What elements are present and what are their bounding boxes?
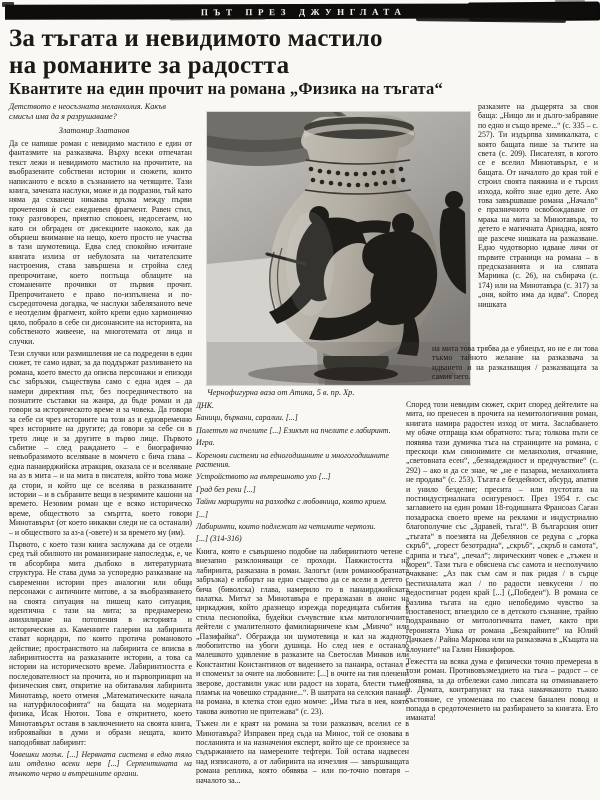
quoted-list-line: [...] (314-316) [196,534,242,544]
quoted-list-line: Полетът на пчелите [...] Езикът на пчелите е лабиринт. [196,425,391,435]
section-banner-label: ПЪТ ПРЕЗ ДЖУНГЛАТА [200,6,407,17]
quoted-list-line: Баници, бъркани, саралии. [...] [196,413,298,423]
vase-illustration [207,112,470,385]
article-title-line1: За тъгата и невидимото мастило [9,25,383,52]
column-right-bottom [406,400,598,797]
paragraph: Книга, която е съвършено подобие на лабиринтното четене с внезапно разклоняващи се проходи. Паяжистостта на лабиринта, разказана в роман. Залогът (или романообразната забръзка) е изборът на едно същество да се всели в детето с бича (биволска) глава, намерило го в панаирджийската палатка. Митът за Минотавъра е преразказан в анонс на циркаджия, който дразнещо изрежда поредицата събития в стила песнопойка, будейки съчувствие към митологичните дейтели с умалителното фамилиарничене към „Минчо“ или „Пазифайка“. Обгражда ни шумотевица и кал на жадното любопитство на убоги душица. Но след нея е останало малешкото удивление в разказите на Светослав Минков или Константин Константинов от видението за панаира, останал е и споменът за очите на любовните: [...] в очите на тия пленени зверове, доставили ужас или радост на хората, блести тъмен пламък на човешко страдание...“. В шатрата на селския панаир на романа, в клетка стои едно момче: „Има тъга в нея, която такова животно не притежава“ (с. 23). [196,546,409,716]
column-middle [196,401,409,797]
column-right-wrap [432,344,598,399]
paragraph: Да се напише роман с невидимо мастило е един от фантазмите на разказвача. Върху всеки отпечатан текст лежи и невидимото мастило на прочитите, на въобразените собствени истории и сюжети, които написаното е всяло в съзнанието на четящите. Тази книга, зачената наслуки, може и да подразни, тъй като няма да схванеш никаква връзка между първи прочетения ѝ със ежедневен фрагмент. Равен стил, току разговорен, приятно спокоен, недосегаем, но като си обграден от дисекциите наоколо, как да обърнеш внимание на нещо, което просто не участва в тази шумотевица. Едва след спокойно изчитане книгата излиза от небулозата на читателските настроения, става завършена и стройна след препрочитане, което поглъща облаците на стоманените прочивки от първия прочит. Препрочитането е право по-изпълнена и по-съсредоточена догадка, че наслуки забелязаното вече е неотделим фрагмент, който крепи едно хармонично цяло, побрало в себе си дисонансите на историята, на собственото живеене, на многотемата от лица и случки. [9,139,192,346]
paragraph: Първото, с което тази книга заслужава да се отдели сред тъй обилното ни романизиране напоследък, е, че тя абсорбира мита дълбоко в литературната структура. Не става дума за успоредно разказване на съвременни истории през аналогии или общи персонажи с античните митове, а за въобразяването на своята ситуация на пишещ като ситуация, идентична с тази на мита; за преднамерено анихилиране на потопения в историята и историческия аз. Каменните галерии на лабиринта стават коридори, по които протича романовото действие; пространството на лабиринта се вписва в лабиринтността на разказаните истории, а това са истории на историческото време. Лабиринтността е последователност на прочита, но и първопринцип на физическия свят, откритие на обитавалия лабиринта Минотавър, което отменя „Математическите начала на натурфилософията“ на бащата на модерната физика, Исак Нютон. Това е откритието, което Минотавърът оставя в заключението на своята книга, изброявайки в думи и образи нещата, които наподобяват лабиринт: [9,540,192,747]
column-left [9,139,192,795]
article-title [9,26,569,79]
photo-caption: Чернофигурна ваза от Атика, 5 в. пр. Хр. [207,388,355,397]
quoted-list-line: Устройството на вътрешното ухо [...] [196,472,331,482]
epigraph-text: Детството е неосъзната меланхолия. Какъв смисъл има да я разрушаваме? [9,102,166,122]
paragraph: Тежестта на всяка дума е физически точно премерена в този роман. Противовъзмездието на тъга – радост – се появява, за да отбележи само липсата на отминаването ѝ. Думата, контрапункт на така намачканото тъжно състояние, се упоменава по съвсем банален повод и попада в средоточението на разбирането за книгата. Ето иманата! [406,656,598,723]
quoted-list-line: Град без реки [...] [196,484,256,494]
paragraph: Тъжен ли е краят на романа за този разказвач, вселил се в Минотавъра? Изправен пред съда на Минос, той се озовава в посланията и на назначения експерт, който ще се произнесе за съдържанието на намерените тефтери. Той остава надвесен над изписаното, а от лабиринта на изчезлия — завършващата романа реплика, която обявява – или по-точно повтаря – началото за... [196,719,409,785]
quoted-list-line: Игра. [196,438,215,448]
quoted-list-line: ДНК. [196,401,214,410]
quoted-list-line: Коренови системи на едногодишните и многогодишните растения. [196,450,389,470]
quoted-list-line: Лабиринти, които подлежат на четимите чертози. [196,522,376,532]
quoted-list-line: Тайни маршрути на разходка с любовница, която крием. [196,497,387,507]
vase-photo [207,112,470,385]
paragraph: разказите на дъщерята за своя баща: „Нищо ли и дълго-забравяне по едно и също време...“ (с. 335 – с. 257). Ти издърпва химикалката, с която бащата пише за тъгите на света (с. 209). Писателят, в когото се е вселил Минотавърът, е и бащата. От началото до края той е строил своята паяжина и е търсил изхода, който знае едно дете. Ако това завършваше романа „Начало“ е празничното освобождаване от мрака на мита за Минотавъра, то детето е магичната Ариадна, която ще разсече нишката на разказване. Едно чудотворно идване личи от първите страници на романа – в предсказанията и на сляпата Мариика (с. 26), на събирача (с. 174) или на Минотавъра (с. 317) за „оня, който има да идва“. Според нишката [478,102,598,309]
quoted-list-line: [...] [196,509,209,519]
epigraph-author: Златомир Златанов [58,126,130,135]
column-right-top [478,102,598,343]
article-subtitle: Квантите на един прочит на романа „Физика на тъгата“ [9,79,443,98]
paragraph: на мита това трябва да е убиецът, но не е ли това тъкмо тайното желание на разказвача за идването и на разказващия / разказващата за самия него. [432,344,598,382]
article-title-line2: на романите за радостта [9,51,290,79]
quoted-list-excerpt: Човешки мозък. [...] Нервната система в едно тяло или отделно всеки нерв [...] Серпентината на тънкото черво и вътрешните органи. [9,750,192,778]
paragraph: Тези случки или размишления не са подредени в един сюжет, те само идват, за да поддържат разливането на романа, което вместо да описва персонажи и епизоди със забръзки, съществува само с една идея – да намери директния път, без посредничеството на познатите съставки на жанра, да бъде роман и да говори за историческото време и за човека. Да говори за себе си чрез историите на този аз и едновременно чрез историите на другите; да говори за себе си в трето лице и за другите в първо лице. Първото събитие – след раждането – е биографично невъобразимото вселяване в момчето с бича глава – една панаирджийска атракция, оказала се и вселяване на аз в мита – и на мита в писателя, който това може да стори, и който ще се вселява в разказваните истории – и в събраните вещи в незримите кашони на времето. Незовим роман ще е всяко историческо време, обществото за смъртта, което говори Минотавърът (от което никакви следи не са останали) – и обществото за аз-а (-овете) и за времето му (им). [9,348,192,537]
banner-torn-edge [416,17,566,23]
banner-torn-edge [170,18,265,21]
paragraph: Според този невидим сюжет, скрит според дейтелите на мита, но пренесен в прочита на немитологичния роман, книгата намира радостен изход от мита. Заслабването му обаче отпраща към обратното: тъга; толкова пъти се появява тази думичка тъга на страниците на романа, с прескоци към синонимите си меланхолия, отчаяние, „световната есен“, „безнадеждност и предчувствие“ (с. 292) – ако и да се знае, че „не е пазарна, меланхолията не продава“ (с. 253). Тъгата е бездейност, абсурд, апатия и унило безделие; пресита – или пустотата на постиндустриалната осигуреност. През 1954 г. със заглавието на един роман 18-годишната Франсоаз Саган позадраска своето време на реклами и индустриално благополучие със „Здравей, тъга!“. В българския опит „тъгата“ в поезията на Дебелянов се редува с „горка скръб“, „горест безотрадна“, „скръб“, „скръб и самота“, „дрипа и тъга“, „печал“; лирическият човек е „тъжен и морен“. Тази тъга е обяснена със самота и несполучило очакване: „Аз пак съм сам и пак ридая / в сърце нестихналата жал / по радости невкусени / по недостигнат роден край [...] („Победен“). В романа се разлива тъгата на едно непобедимо чувство за изоставеност, вгнездило се в детското съзнание, трайно подхранвано от митологичната памет, както при героинята Ушка от романа „Безкрайните“ на Юлий Дачкаев / Райна Маркова или на разказвача в „Къщата на клоуните“ на Галин Никифоров. [406,400,598,654]
